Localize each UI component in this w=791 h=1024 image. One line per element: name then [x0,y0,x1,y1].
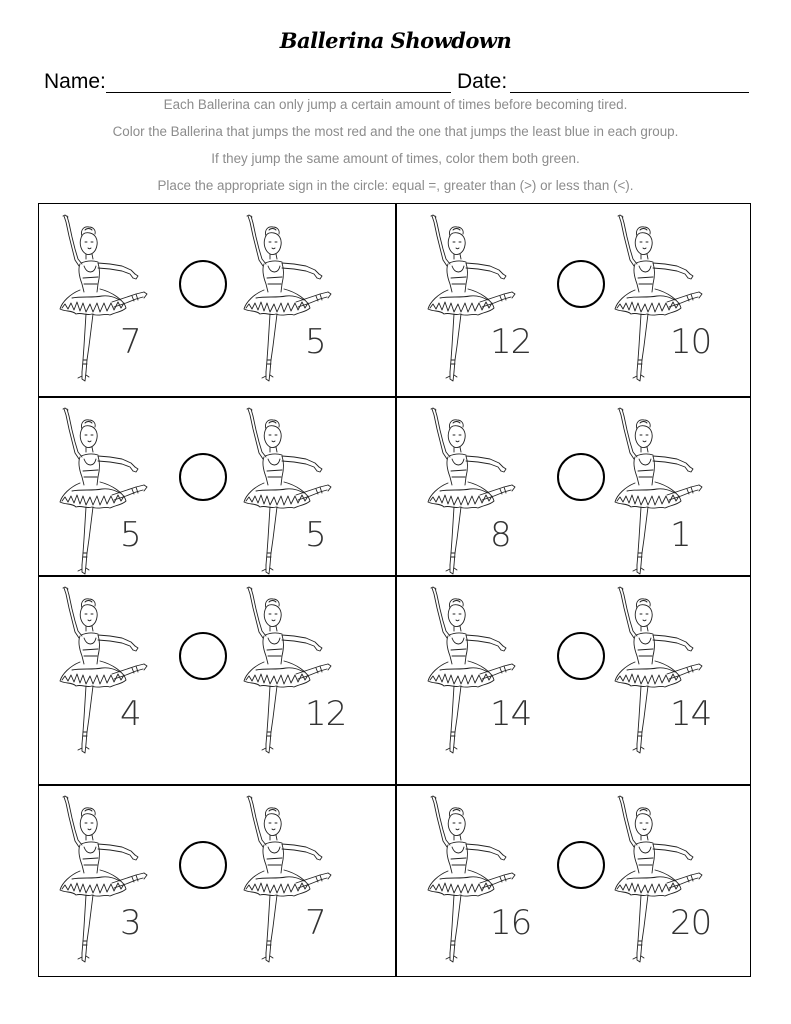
comparison-circle[interactable] [557,632,605,680]
jump-count-left: 5 [120,515,141,555]
comparison-circle[interactable] [557,260,605,308]
jump-count-right: 7 [305,903,326,943]
jump-count-left: 8 [490,515,511,555]
jump-count-right: 5 [305,322,326,362]
grid-divider-row-2 [38,575,751,577]
jump-count-right: 20 [670,903,712,943]
jump-count-right: 1 [670,515,691,555]
comparison-circle[interactable] [557,841,605,889]
instruction-line-2: Color the Ballerina that jumps the most red and the one that jumps the least blue in each group. [112,124,679,139]
name-field[interactable] [106,92,451,93]
grid-divider-row-3 [38,784,751,786]
comparison-circle[interactable] [557,453,605,501]
date-label: Date: [457,70,508,93]
date-field[interactable] [510,92,749,93]
comparison-circle[interactable] [179,453,227,501]
instruction-line-1: Each Ballerina can only jump a certain amount of times before becoming tired. [163,97,628,112]
comparison-circle[interactable] [179,841,227,889]
jump-count-right: 12 [305,694,347,734]
jump-count-left: 14 [490,694,532,734]
worksheet-title: Ballerina Showdown [279,28,512,53]
grid-divider-vertical [395,203,397,977]
jump-count-right: 14 [670,694,712,734]
grid-divider-row-1 [38,396,751,398]
comparison-circle[interactable] [179,260,227,308]
jump-count-left: 4 [120,694,141,734]
comparison-circle[interactable] [179,632,227,680]
name-label: Name: [44,70,106,93]
jump-count-right: 5 [305,515,326,555]
instruction-line-3: If they jump the same amount of times, color them both green. [211,151,580,166]
jump-count-right: 10 [670,322,712,362]
jump-count-left: 7 [120,322,141,362]
jump-count-left: 16 [490,903,532,943]
instruction-line-4: Place the appropriate sign in the circle: equal =, greater than (>) or less than (<). [157,178,634,193]
name-date-line [44,70,749,96]
jump-count-left: 12 [490,322,532,362]
jump-count-left: 3 [120,903,141,943]
